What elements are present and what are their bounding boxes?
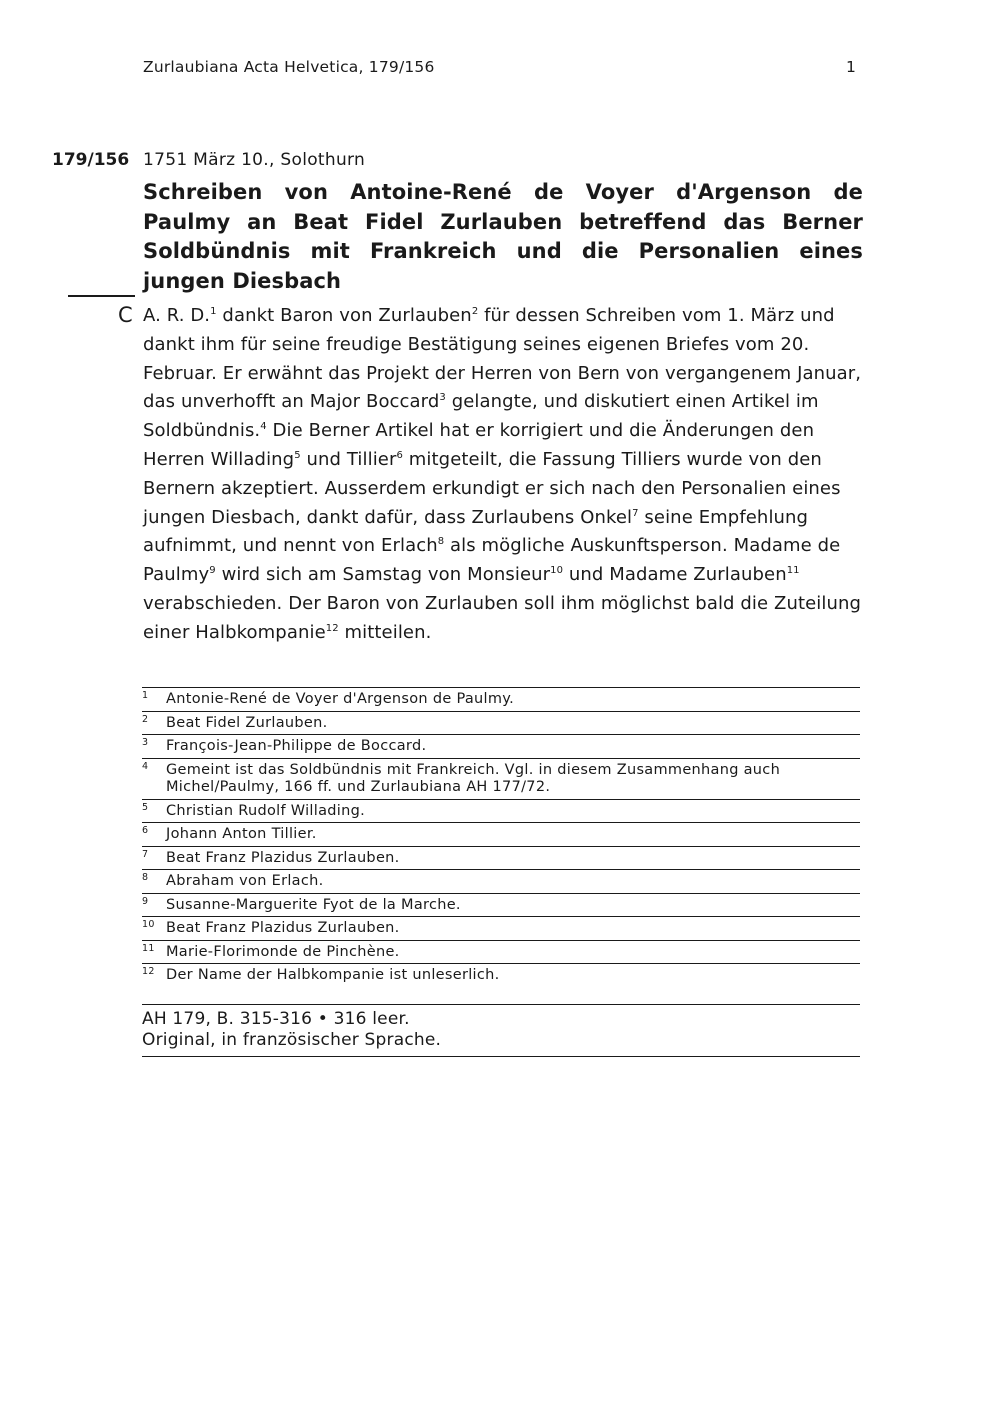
section-divider [68, 295, 135, 297]
footnote-ref[interactable]: 1 [210, 306, 217, 317]
regest-text: und Tillier [300, 448, 397, 470]
footnote-item [142, 846, 860, 870]
footnote-number: 4 [142, 760, 149, 772]
footnote-item [142, 711, 860, 735]
footnote-item [142, 799, 860, 823]
page-number: 1 [845, 58, 856, 76]
footnote-ref[interactable]: 9 [209, 565, 216, 577]
footnote-ref[interactable]: 8 [437, 536, 445, 548]
footnote-text: Gemeint ist das Soldbündnis mit Frankreich. Vgl. in diesem Zusammenhang auch Michel/Paulmy, 166 ff. und Zurlaubiana AH 177/72. [166, 761, 781, 795]
footnote-text: Christian Rudolf Willading. [166, 802, 366, 819]
footnote-item [142, 963, 860, 987]
regest-text: für dessen Schreiben vom 1. März und dankt ihm für seine freudige Bestätigung seines eigenen Briefes vom 20. Februar. Er erwähnt das Projekt der Herren von Bern von vergangenem Januar, das unverhofft an Major Boccard [143, 305, 862, 413]
regest-text: A. R. D. [143, 305, 211, 326]
footnote-item [142, 822, 860, 846]
source-block [142, 1004, 860, 1057]
footnote-ref[interactable]: 5 [294, 449, 301, 461]
document-title: Schreiben von Antoine-René de Voyer d'Argenson de Paulmy an Beat Fidel Zurlauben betreffend das Berner Soldbündnis mit Frankreich und die Personalien eines jungen Diesbach [143, 180, 863, 293]
footnote-number: 5 [142, 801, 149, 813]
footnote-number: 3 [142, 737, 149, 748]
footnote-text: Beat Franz Plazidus Zurlauben. [166, 849, 400, 866]
regest-paragraph [143, 302, 863, 648]
footnote-ref[interactable]: 12 [325, 622, 339, 634]
regest-text: Die Berner Artikel hat er korrigiert und die Änderungen den Herren Willading [143, 420, 815, 470]
footnote-number: 12 [142, 966, 155, 977]
document-number: 179/156 [52, 150, 130, 170]
footnote-text: François-Jean-Philippe de Boccard. [166, 738, 427, 754]
regest-text: wird sich am Samstag von Monsieur [215, 564, 551, 586]
footnote-ref[interactable]: 3 [439, 392, 446, 404]
footnote-item [142, 687, 860, 711]
footnote-item [142, 758, 860, 799]
regest-text: mitteilen. [338, 621, 432, 643]
regest-text: und Madame Zurlauben [563, 564, 787, 586]
footnote-text: Beat Fidel Zurlauben. [166, 714, 328, 731]
source-description: Original, in französischer Sprache. [142, 1030, 442, 1050]
regest-text: mitgeteilt, die Fassung Tilliers wurde von den Bernern akzeptiert. Ausserdem erkundigt er sich nach den Personalien eines jungen Diesbach, dankt dafür, dass Zurlaubens Onkel [143, 448, 841, 528]
footnote-number: 7 [142, 848, 149, 860]
running-head-title: Zurlaubiana Acta Helvetica, 179/156 [143, 58, 435, 76]
section-marker: C [118, 303, 133, 327]
footnote-item [142, 734, 860, 758]
document-date-place: 1751 März 10., Solothurn [143, 150, 366, 170]
regest-text: dankt Baron von Zurlauben [216, 305, 472, 326]
footnote-ref[interactable]: 6 [396, 449, 403, 461]
footnote-number: 10 [142, 919, 155, 930]
regest-text: seine Empfehlung aufnimmt, und nennt von Erlach [143, 506, 809, 557]
footnote-text: Der Name der Halbkompanie ist unleserlich. [166, 967, 500, 983]
regest-text: gelangte, und diskutiert einen Artikel im Soldbündnis. [143, 391, 819, 442]
footnote-text: Beat Franz Plazidus Zurlauben. [166, 920, 400, 936]
regest-text: als mögliche Auskunftsperson. Madame de Paulmy [143, 535, 841, 586]
footnote-item [142, 916, 860, 940]
footnote-number: 1 [142, 690, 149, 701]
footnote-ref[interactable]: 4 [260, 421, 267, 433]
source-location: AH 179, B. 315-316 • 316 leer. [142, 1009, 410, 1029]
footnote-ref[interactable]: 11 [786, 565, 800, 577]
footnote-ref[interactable]: 7 [632, 507, 639, 519]
footnote-number: 8 [142, 872, 149, 883]
footnote-item [142, 940, 860, 964]
footnote-text: Antonie-René de Voyer d'Argenson de Paulmy. [166, 691, 515, 707]
footnote-text: Abraham von Erlach. [166, 873, 324, 889]
footnote-text: Marie-Florimonde de Pinchène. [166, 943, 400, 960]
footnote-number: 9 [142, 895, 149, 907]
regest-text: verabschieden. Der Baron von Zurlauben soll ihm möglichst bald die Zuteilung einer Halbkompanie [143, 592, 862, 643]
footnote-ref[interactable]: 2 [471, 306, 479, 317]
footnote-item [142, 893, 860, 917]
footnote-item [142, 869, 860, 893]
footnote-text: Johann Anton Tillier. [166, 826, 317, 842]
running-head [143, 58, 860, 76]
footnote-number: 6 [142, 825, 149, 836]
footnotes-list [142, 687, 860, 987]
footnote-ref[interactable]: 10 [550, 565, 564, 577]
footnote-number: 11 [142, 942, 155, 954]
footnote-text: Susanne-Marguerite Fyot de la Marche. [166, 896, 461, 913]
footnote-number: 2 [142, 713, 149, 725]
